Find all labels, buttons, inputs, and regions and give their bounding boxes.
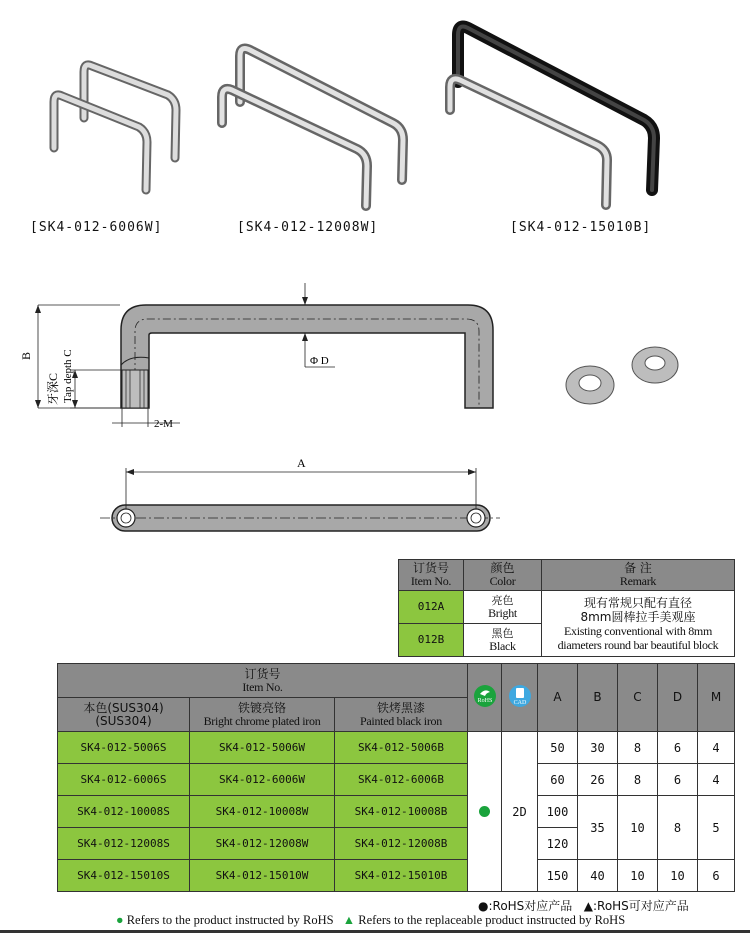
dim-header-b: B xyxy=(578,664,618,732)
dim-a: 150 xyxy=(538,860,578,892)
spec-header-sus304: 本色(SUS304) (SUS304) xyxy=(58,698,190,732)
dim-header-c: C xyxy=(618,664,658,732)
remark-header-order: 订货号 Item No. xyxy=(399,560,464,591)
handle-photo-12008w xyxy=(222,48,403,206)
dim-c: 8 xyxy=(618,764,658,796)
rohs-legend-en: ● Refers to the product instructed by RoHS ▲ Refers to the replaceable product instructed by RoHS xyxy=(116,913,626,927)
dim-b: 30 xyxy=(578,732,618,764)
item-w: SK4-012-6006W xyxy=(190,764,335,796)
dim-label-b: B xyxy=(19,351,33,360)
dim-c: 10 xyxy=(618,860,658,892)
remark-text: 现有常规只配有直径 8mm圆棒拉手美观座 Existing conventional with 8mm diameters round bar beautiful block xyxy=(542,591,735,657)
dim-label-d: Φ D xyxy=(310,355,329,367)
item-s: SK4-012-15010S xyxy=(58,860,190,892)
technical-drawing xyxy=(0,275,750,545)
rohs-dot-icon xyxy=(479,806,490,817)
item-w: SK4-012-10008W xyxy=(190,796,335,828)
item-w: SK4-012-5006W xyxy=(190,732,335,764)
remark-table xyxy=(398,559,735,657)
dim-m: 4 xyxy=(698,732,735,764)
item-b: SK4-012-12008B xyxy=(335,828,468,860)
washer-photo xyxy=(566,347,678,404)
item-b: SK4-012-15010B xyxy=(335,860,468,892)
dim-label-tap-cn: 牙深C xyxy=(46,372,60,405)
rohs-triangle-icon: ▲ xyxy=(342,913,356,927)
cad-icon xyxy=(508,684,532,708)
dim-header-d: D xyxy=(658,664,698,732)
caption-12008w: [SK4-012-12008W] xyxy=(237,220,379,235)
dim-b: 35 xyxy=(578,796,618,860)
dim-m: 6 xyxy=(698,860,735,892)
dim-d: 8 xyxy=(658,796,698,860)
dim-header-a: A xyxy=(538,664,578,732)
item-w: SK4-012-15010W xyxy=(190,860,335,892)
remark-color-bright: 亮色 Bright xyxy=(464,591,542,624)
dim-d: 6 xyxy=(658,732,698,764)
item-s: SK4-012-6006S xyxy=(58,764,190,796)
dim-label-tap-en: Tap depth C xyxy=(62,349,74,403)
remark-header-remark: 备 注 Remark xyxy=(542,560,735,591)
svg-text:RoHS: RoHS xyxy=(477,698,492,704)
svg-text:CAD: CAD xyxy=(513,700,526,706)
spec-header-item: 订货号 Item No. xyxy=(58,664,468,698)
spec-header-chrome: 铁镀亮铬 Bright chrome plated iron xyxy=(190,698,335,732)
dim-label-a: A xyxy=(297,456,306,470)
dim-d: 10 xyxy=(658,860,698,892)
dim-m: 4 xyxy=(698,764,735,796)
remark-code-012a: 012A xyxy=(399,591,464,624)
rohs-legend-cn: ●:RoHS对应产品 ▲:RoHS可对应产品 xyxy=(478,899,689,913)
dim-m: 5 xyxy=(698,796,735,860)
table-row xyxy=(58,796,735,828)
dim-b: 40 xyxy=(578,860,618,892)
spec-header-black: 铁烤黑漆 Painted black iron xyxy=(335,698,468,732)
table-row xyxy=(58,732,735,764)
dim-b: 26 xyxy=(578,764,618,796)
rohs-mark-cell xyxy=(468,732,502,892)
dim-a: 100 xyxy=(538,796,578,828)
item-b: SK4-012-6006B xyxy=(335,764,468,796)
item-w: SK4-012-12008W xyxy=(190,828,335,860)
handle-photo-6006w xyxy=(54,65,176,190)
dim-c: 8 xyxy=(618,732,658,764)
caption-6006w: [SK4-012-6006W] xyxy=(30,220,163,235)
product-photos xyxy=(0,0,750,215)
cad-value: 2D xyxy=(502,732,538,892)
rohs-dot-icon: ● xyxy=(116,913,124,927)
remark-color-black: 黑色 Black xyxy=(464,624,542,657)
dim-header-m: M xyxy=(698,664,735,732)
dim-a: 50 xyxy=(538,732,578,764)
spec-table xyxy=(57,663,735,892)
top-view xyxy=(100,456,500,531)
rohs-icon xyxy=(473,684,497,708)
item-s: SK4-012-12008S xyxy=(58,828,190,860)
table-row xyxy=(58,860,735,892)
dim-a: 60 xyxy=(538,764,578,796)
remark-header-color: 颜色 Color xyxy=(464,560,542,591)
cad-badge-header xyxy=(502,664,538,732)
dim-label-m: 2-M xyxy=(154,418,173,430)
caption-15010b: [SK4-012-15010B] xyxy=(510,220,652,235)
table-row xyxy=(58,764,735,796)
rohs-badge-header xyxy=(468,664,502,732)
item-s: SK4-012-10008S xyxy=(58,796,190,828)
handle-photo-15010b xyxy=(450,27,654,205)
item-b: SK4-012-5006B xyxy=(335,732,468,764)
dim-c: 10 xyxy=(618,796,658,860)
remark-code-012b: 012B xyxy=(399,624,464,657)
side-view xyxy=(19,283,493,430)
dim-d: 6 xyxy=(658,764,698,796)
dim-a: 120 xyxy=(538,828,578,860)
item-b: SK4-012-10008B xyxy=(335,796,468,828)
item-s: SK4-012-5006S xyxy=(58,732,190,764)
